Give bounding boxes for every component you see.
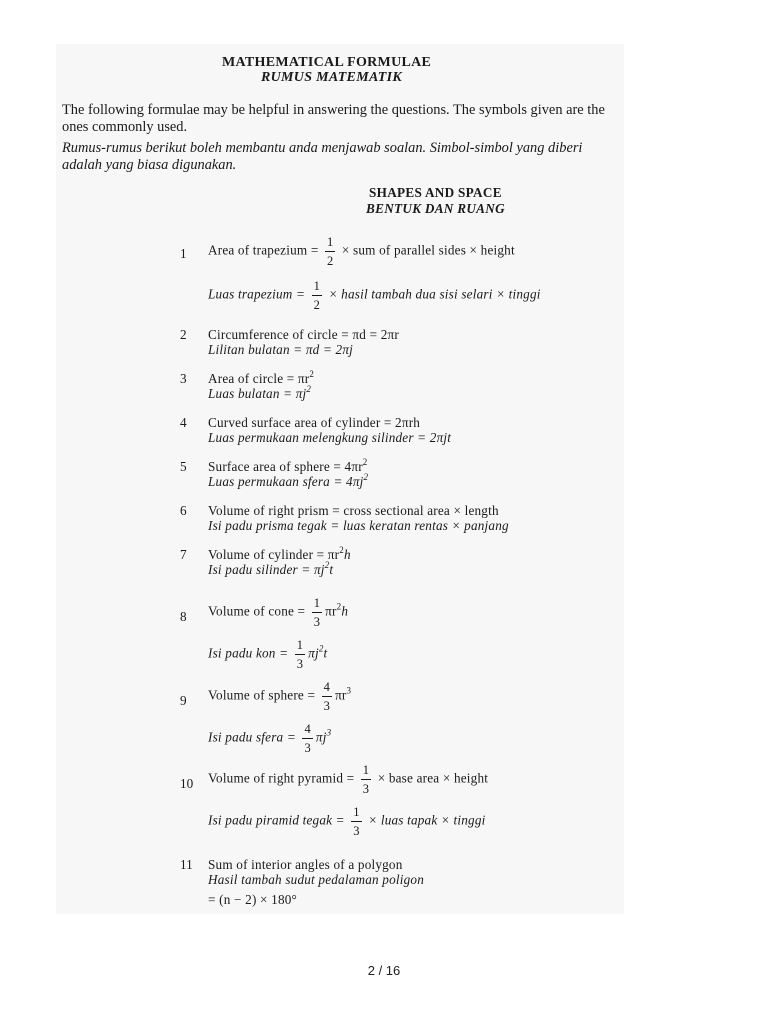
formula-sphere-volume-en: Volume of sphere = $\frac{4}{3}$ $\pi r^3$ [208, 680, 352, 713]
fraction: $\frac{1}{3}$ [296, 638, 304, 671]
formula-cylinder-surface-my: Luas permukaan melengkung silinder = 2πjt [208, 430, 452, 445]
fraction: $\frac{1}{2}$ [313, 279, 321, 312]
formula-number: 10 [180, 776, 194, 791]
formula-trapezium-my: Luas trapezium = $\frac{1}{2}$ × hasil tambah dua sisi selari × tinggi [208, 279, 541, 312]
formula-pyramid-en: Volume of right pyramid = $\frac{1}{3}$ × base area × height [208, 763, 489, 796]
formula-sphere-surface-en: Surface area of sphere = $4\pi r^2$ [208, 457, 368, 474]
page-title: MATHEMATICAL FORMULAE [222, 55, 432, 70]
formula-polygon-expression: = (n − 2) × 180° [208, 892, 298, 907]
formula-number: 8 [180, 609, 187, 624]
section-title-malay: BENTUK DAN RUANG [366, 201, 505, 216]
fraction: $\frac{4}{3}$ [323, 680, 331, 713]
formula-sphere-volume-my: Isi padu sfera = $\frac{4}{3}$ $\pi j^3$ [208, 722, 332, 755]
formula-polygon-en: Sum of interior angles of a polygon [208, 857, 403, 872]
document-page [56, 44, 624, 914]
fraction: $\frac{1}{3}$ [353, 805, 360, 838]
formula-sphere-surface-my: Luas permukaan sfera = $4\pi j^2$ [208, 472, 369, 489]
formula-area-circle-en: Area of circle = $\pi r^2$ [208, 369, 315, 386]
formula-trapezium-en: Area of trapezium = $\frac{1}{2}$ × sum of parallel sides × height [208, 235, 515, 268]
formula-cone-my: Isi padu kon = $\frac{1}{3}$ $\pi j^2t$ [208, 638, 328, 671]
formula-cylinder-volume-en: Volume of cylinder = $\pi r^2h$ [208, 545, 351, 562]
formula-number: 2 [180, 327, 187, 342]
page-title-malay: RUMUS MATEMATIK [261, 70, 403, 85]
formula-number: 5 [180, 459, 187, 474]
intro-english: The following formulae may be helpful in answering the questions. The symbols given are the ones commonly used. [62, 102, 605, 135]
formula-number: 1 [180, 246, 187, 261]
formula-prism-en: Volume of right prism = cross sectional area × length [208, 503, 499, 518]
formula-number: 9 [180, 693, 187, 708]
formula-circumference-en: Circumference of circle = πd = 2πr [208, 327, 399, 342]
fraction: $\frac{1}{2}$ [326, 235, 334, 268]
page-indicator: 2 / 16 [367, 963, 401, 978]
section-title: SHAPES AND SPACE [369, 185, 502, 200]
fraction: $\frac{4}{3}$ [304, 722, 311, 755]
formula-cylinder-surface-en: Curved surface area of cylinder = 2πrh [208, 415, 421, 430]
fraction: $\frac{1}{3}$ [313, 596, 321, 629]
formula-number: 7 [180, 547, 187, 562]
formula-cylinder-volume-my: Isi padu silinder = $\pi j^2t$ [208, 560, 334, 577]
formula-prism-my: Isi padu prisma tegak = luas keratan rentas × panjang [208, 518, 509, 533]
formula-number: 4 [180, 415, 187, 430]
formula-circumference-my: Lilitan bulatan = πd = 2πj [208, 342, 354, 357]
formula-number: 11 [180, 857, 193, 872]
intro-malay: Rumus-rumus berikut boleh membantu anda menjawab soalan. Simbol-simbol yang diberi adalah yang biasa digunakan. [62, 140, 583, 173]
fraction: $\frac{1}{3}$ [362, 763, 370, 796]
formula-polygon-my: Hasil tambah sudut pedalaman poligon [208, 872, 425, 887]
formula-pyramid-my: Isi padu piramid tegak = $\frac{1}{3}$ × luas tapak × tinggi [208, 805, 486, 838]
formula-area-circle-my: Luas bulatan = $\pi j^2$ [208, 384, 312, 401]
formula-cone-en: Volume of cone = $\frac{1}{3}$ $\pi r^2h$ [208, 596, 349, 629]
formula-number: 6 [180, 503, 187, 518]
formula-number: 3 [180, 371, 187, 386]
